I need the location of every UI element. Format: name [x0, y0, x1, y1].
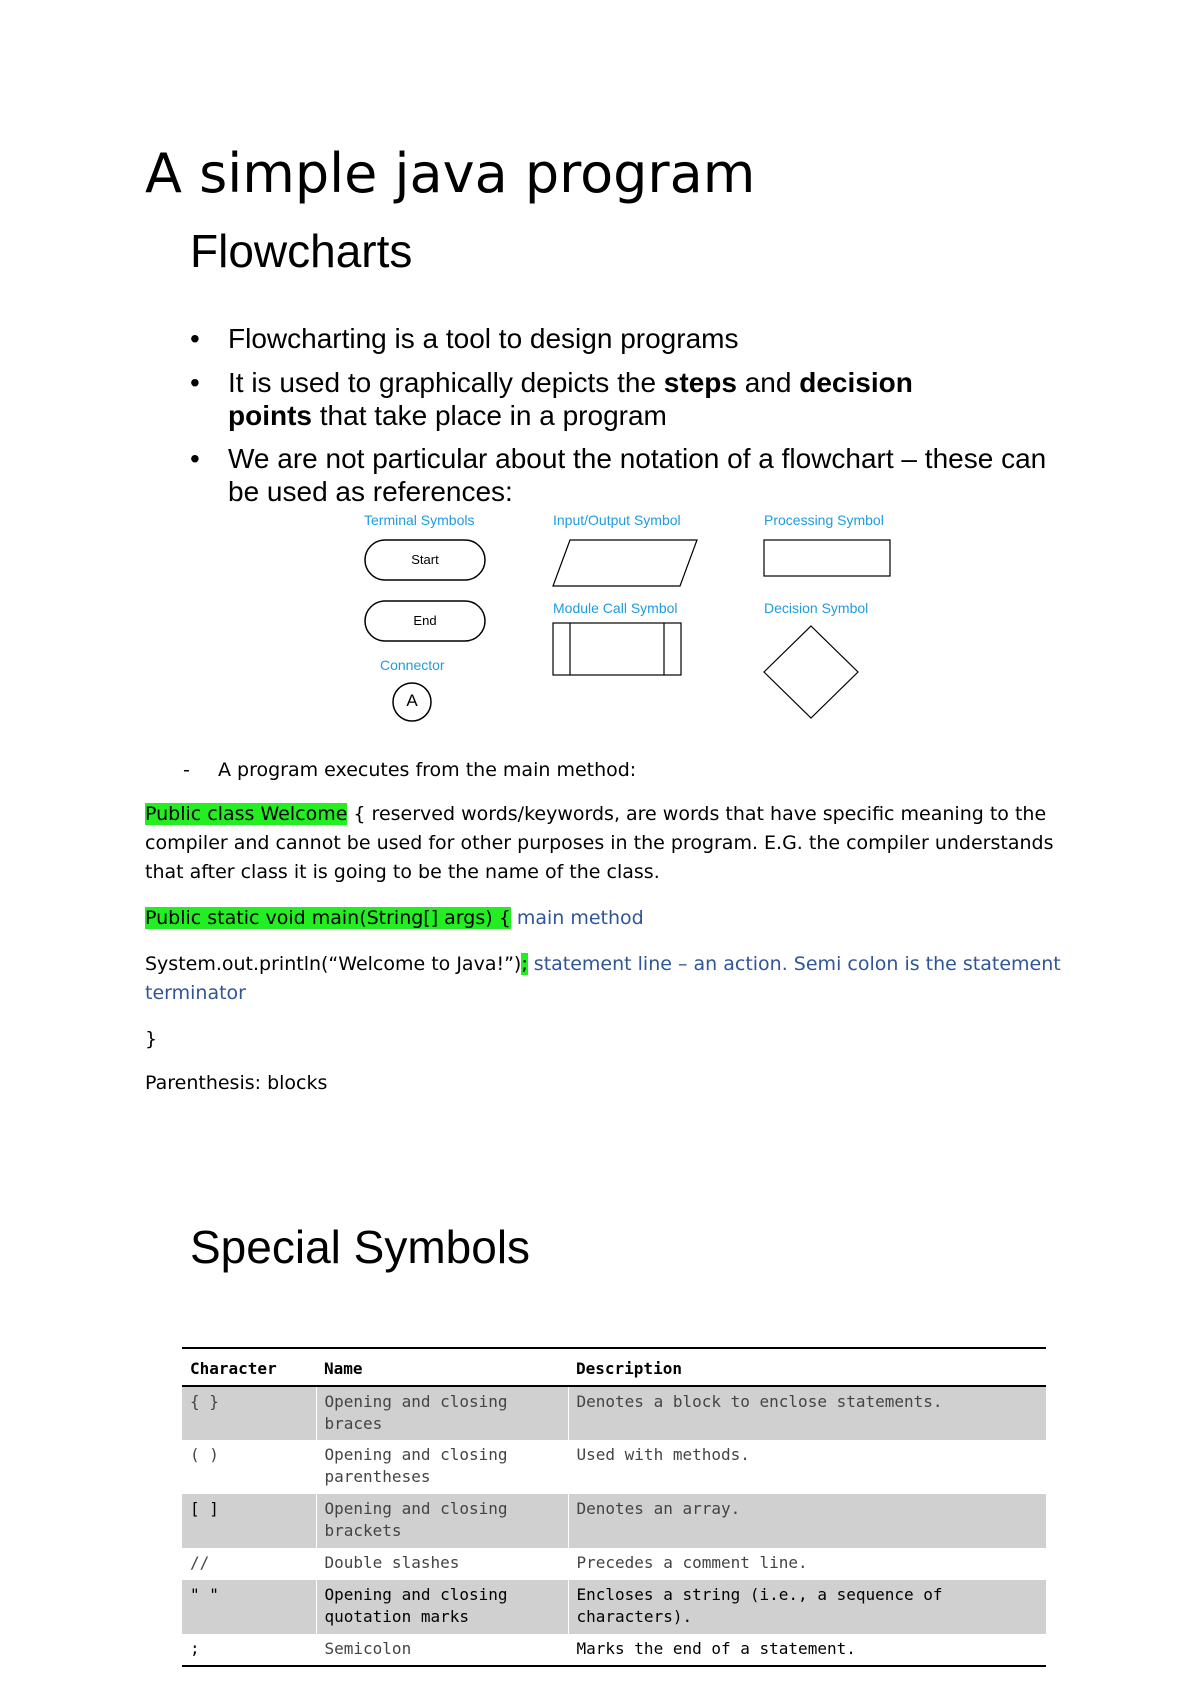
cell-char: { }	[182, 1386, 316, 1440]
bullet-2-bold-steps: steps	[663, 367, 737, 398]
decision-diamond-shape	[764, 626, 858, 718]
connector-letter: A	[406, 691, 418, 710]
bullet-2-pre: It is used to graphically depicts the	[228, 367, 664, 398]
bullet-text-3: We are not particular about the notation of a flowchart – these can be used as references:	[228, 443, 1047, 507]
table-row	[182, 1634, 1046, 1666]
paragraph-println	[145, 950, 1070, 1008]
cell-desc: Marks the end of a statement.	[568, 1634, 1046, 1666]
bullet-2-post: that take place in a program	[312, 400, 667, 431]
parenthesis-blocks-line: Parenthesis: blocks	[145, 1072, 328, 1094]
highlight-main-signature: Public static void main(String[] args) {	[145, 907, 511, 929]
bullet-dot: •	[190, 367, 200, 398]
cell-name: Opening and closing parentheses	[316, 1440, 568, 1494]
table-row	[182, 1386, 1046, 1440]
cell-desc: Denotes a block to enclose statements.	[568, 1386, 1046, 1440]
flowcharts-heading: Flowcharts	[190, 225, 413, 277]
special-symbols-heading: Special Symbols	[190, 1221, 531, 1273]
bullet-2-bold-decision: decision	[799, 367, 913, 398]
table-row	[182, 1440, 1046, 1494]
bullet-dot: •	[190, 443, 200, 474]
dash-bullet: -	[183, 759, 190, 781]
terminal-end-label: End	[413, 613, 437, 628]
cell-name: Semicolon	[316, 1634, 568, 1666]
highlight-public-class: Public class Welcome	[145, 803, 348, 825]
table-row	[182, 1580, 1046, 1634]
paragraph-main-method	[145, 904, 1070, 933]
cell-name: Opening and closing brackets	[316, 1494, 568, 1548]
module-call-shape	[553, 623, 681, 675]
cell-desc: Used with methods.	[576, 1445, 750, 1464]
header-description: Description	[568, 1348, 1046, 1386]
terminal-start-label: Start	[411, 552, 439, 567]
cell-char: ;	[182, 1634, 316, 1666]
main-exec-text: A program executes from the main method:	[218, 759, 637, 781]
cell-char: ( )	[182, 1440, 316, 1494]
table-header-row	[182, 1348, 1046, 1386]
terminal-symbols-label: Terminal Symbols	[364, 512, 475, 528]
paragraph-2-rest: main method	[510, 907, 644, 929]
flowchart-symbols-figure	[0, 0, 1200, 760]
module-call-symbol-label: Module Call Symbol	[553, 600, 678, 616]
paragraph-3-rest: statement line – an action. Semi colon is the statement terminator	[145, 953, 1061, 1004]
bullet-2-mid: and	[736, 367, 800, 398]
cell-name: Double slashes	[316, 1548, 568, 1580]
bullet-text-1: Flowcharting is a tool to design programs	[228, 323, 739, 354]
highlight-semicolon: ;	[521, 953, 528, 975]
cell-desc: Precedes a comment line.	[576, 1553, 808, 1572]
cell-char: [ ]	[182, 1494, 316, 1548]
io-parallelogram-shape	[553, 540, 697, 586]
bullet-dot: •	[190, 323, 200, 354]
cell-name: Opening and closing quotation marks	[316, 1580, 568, 1634]
cell-desc: Encloses a string (i.e., a sequence of characters).	[568, 1580, 1046, 1634]
cell-desc: Denotes an array.	[568, 1494, 1046, 1548]
cell-char: //	[182, 1548, 316, 1580]
closing-brace-line: }	[145, 1028, 158, 1050]
bullet-2-bold-points: points	[228, 400, 312, 431]
special-symbols-table	[182, 1347, 1046, 1667]
processing-rectangle-shape	[764, 540, 890, 576]
paragraph-1-rest: { reserved words/keywords, are words that have specific meaning to the compiler and cannot be used for other purposes in the program. E.G. the compiler understands that after class it is going to be the name of the class.	[145, 803, 1054, 883]
println-code: System.out.println(“Welcome to Java!”)	[145, 953, 522, 975]
processing-symbol-label: Processing Symbol	[764, 512, 884, 528]
header-character: Character	[182, 1348, 316, 1386]
cell-name: Opening and closing braces	[316, 1386, 568, 1440]
table-row	[182, 1548, 1046, 1580]
connector-label: Connector	[380, 657, 445, 673]
table-row	[182, 1494, 1046, 1548]
cell-char: " "	[182, 1580, 316, 1634]
decision-symbol-label: Decision Symbol	[764, 600, 869, 616]
page-title: A simple java program	[145, 142, 756, 205]
io-symbol-label: Input/Output Symbol	[553, 512, 681, 528]
header-name: Name	[316, 1348, 568, 1386]
paragraph-class-welcome	[145, 800, 1070, 887]
